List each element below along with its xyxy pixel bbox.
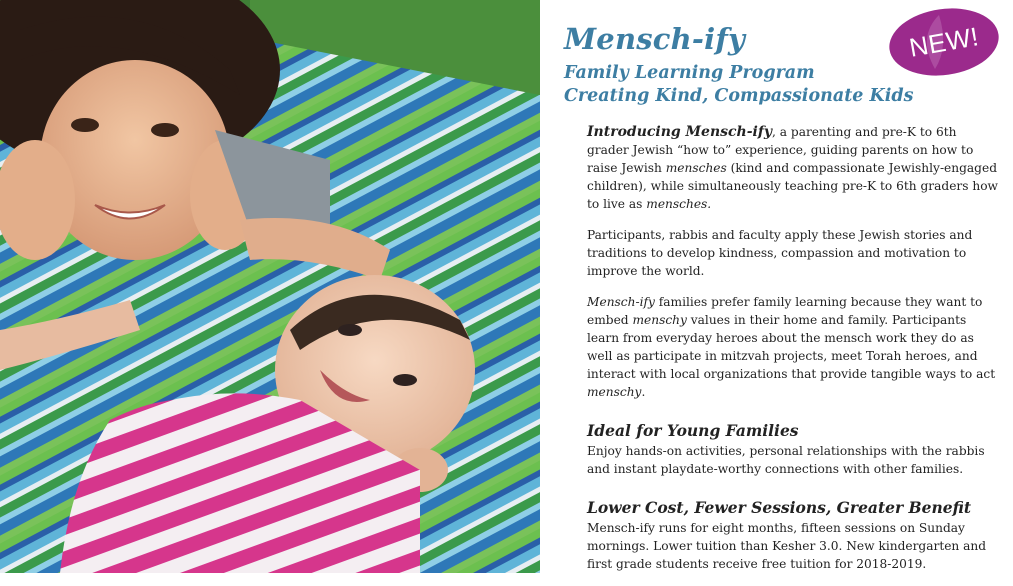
section-heading-young-families: Ideal for Young Families (587, 421, 799, 440)
intro-term-1: mensches (665, 161, 727, 175)
intro-text-1: , a parenting and pre-K to 6th grader Jewish “how to” experience, guiding parents on how to raise Jewish (587, 125, 974, 175)
subtitle-tagline: Creating Kind, Compassionate Kids (564, 86, 914, 106)
page-title: Mensch-ify (564, 22, 746, 56)
badge-label: NEW! (906, 20, 981, 63)
section-heading-lower-cost: Lower Cost, Fewer Sessions, Greater Benefit (587, 498, 972, 517)
new-badge (887, 7, 1001, 77)
families-paragraph (587, 293, 999, 401)
intro-paragraph (587, 123, 999, 213)
families-text-3: . (641, 385, 646, 399)
section-text-lower-cost: Mensch-ify runs for eight months, fifteen sessions on Sunday mornings. Lower tuition than Kesher 3.0. New kindergarten and first grade students receive free tuition for 2018-2019. (587, 521, 987, 571)
participants-paragraph: Participants, rabbis and faculty apply these Jewish stories and traditions to develop kindness, compassion and motivation to improve the world. (587, 228, 973, 278)
flyer-body (587, 123, 999, 586)
intro-term-2: mensches. (646, 197, 712, 211)
families-term-2: menschy (632, 313, 687, 327)
section-text-young-families: Enjoy hands-on activities, personal relationships with the rabbis and instant playdate-worthy connections with other families. (587, 444, 985, 476)
families-term-1: Mensch-ify (587, 295, 655, 309)
intro-text-2: (kind and compassionate Jewishly-engaged children), while simultaneously teaching pre-K to 6th graders how to live as (587, 161, 998, 211)
families-text-1: families prefer family learning because they want to embed (587, 295, 983, 327)
families-text-2: values in their home and family. Participants learn from everyday heroes about the mensch work they do as well as participate in mitzvah projects, meet Torah heroes, and interact with local organizations that provide tangible ways to act (587, 313, 996, 381)
families-term-3: menschy (587, 385, 642, 399)
program-flyer (540, 0, 1013, 573)
subtitle-program: Family Learning Program (564, 63, 815, 83)
intro-lead: Introducing Mensch-ify (587, 124, 773, 140)
